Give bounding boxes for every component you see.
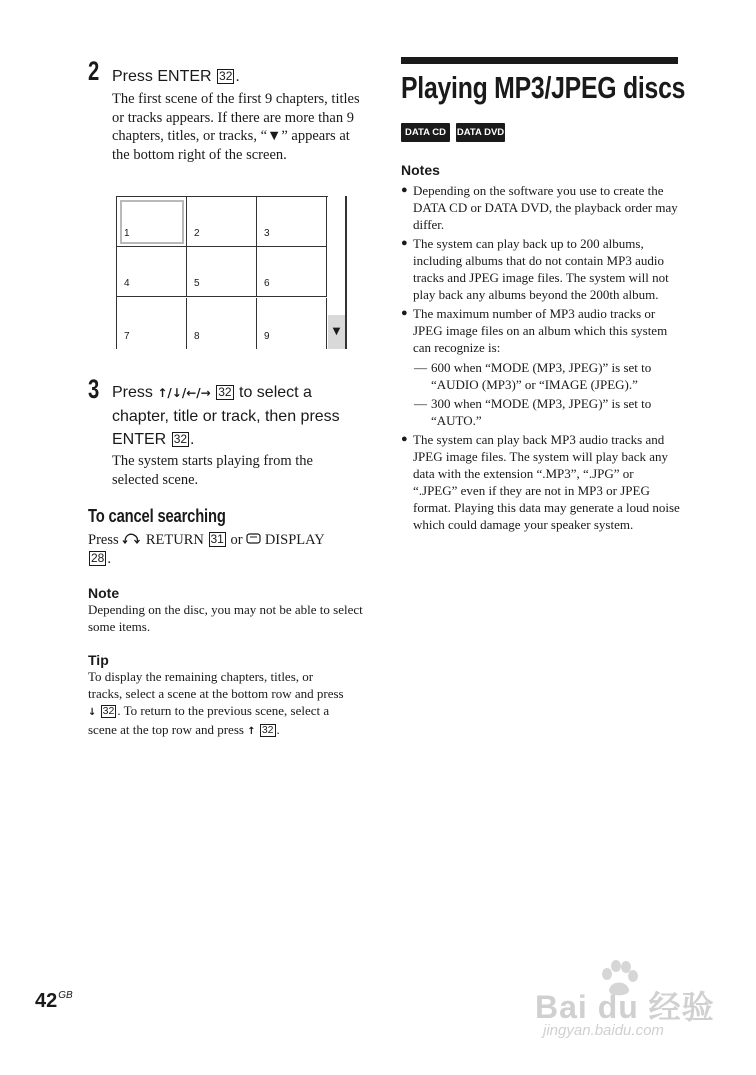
notes-list — [401, 182, 681, 535]
cancel-searching-body — [88, 531, 358, 568]
scene-grid — [116, 196, 348, 349]
page-number — [35, 990, 73, 1013]
cancel-or: or — [230, 532, 243, 548]
bullet: ● — [401, 307, 408, 319]
scene-cell-label: 8 — [194, 331, 200, 342]
step-2-heading-text: Press ENTER — [112, 68, 212, 85]
step-2-body: The first scene of the first 9 chapters, titles or tracks appears. If there are more than 9 chapters, titles, or tracks, “▼” appears at the bottom right of the screen. — [112, 91, 360, 163]
scene-cell-3[interactable] — [257, 197, 327, 247]
sub-item-text: 600 when “MODE (MP3, JPEG)” is set to “AUDIO (MP3)” or “IMAGE (JPEG).” — [431, 360, 652, 392]
bullet: ● — [401, 433, 408, 445]
cancel-searching-title: To cancel searching — [88, 506, 226, 526]
step-2-heading-end: . — [235, 68, 240, 85]
step-3-heading-end: . — [190, 431, 195, 448]
ref-28: 28 — [91, 550, 105, 565]
step-3-body: The system starts playing from the selected scene. — [112, 453, 313, 488]
scene-cell-label: 5 — [194, 278, 200, 289]
step-2-heading — [112, 65, 240, 88]
sub-item-text: 300 when “MODE (MP3, JPEG)” is set to “AUTO.” — [431, 396, 652, 428]
notes-label: Notes — [401, 162, 440, 178]
arrow-keys-icon: ↑/↓/←/→ — [157, 386, 211, 400]
note-item-text: The maximum number of MP3 audio tracks or JPEG image files on an album which this system can recognize is: — [413, 306, 668, 355]
cancel-press: Press — [88, 532, 119, 548]
display-icon — [246, 533, 261, 544]
ref-32: 32 — [261, 724, 274, 736]
ref-32: 32 — [219, 69, 233, 83]
scene-cell-1[interactable] — [117, 197, 187, 247]
bullet: ● — [401, 184, 408, 196]
tip-end: . — [276, 722, 280, 737]
note-item — [401, 182, 681, 233]
note-item-text: The system can play back MP3 audio tracks and JPEG image files. The system will play back any data with the extension “.MP3”, “.JPG” or “.JPEG” even if they are not in MP3 or JPEG format. Playing this data may generate a loud noise which could damage your speaker system. — [413, 432, 680, 532]
note-item-text: The system can play back up to 200 albums, including albums that do not contain MP3 audio tracks and JPEG image files. The system will not play back any albums beyond the 200th album. — [413, 236, 669, 302]
step-3-number: 3 — [88, 374, 100, 404]
ref-31: 31 — [210, 532, 224, 546]
note-text: Depending on the disc, you may not be able to select some items. — [88, 602, 363, 634]
note-item — [401, 235, 681, 303]
step-3-press: Press — [112, 384, 153, 401]
display-label: DISPLAY — [264, 532, 325, 548]
data-dvd-badge: DATA DVD — [456, 123, 505, 142]
scene-cell-7[interactable] — [117, 298, 187, 349]
scene-cell-9[interactable] — [257, 298, 327, 349]
up-arrow-icon: ↑ — [247, 726, 256, 737]
sub-item — [401, 359, 681, 393]
page-number-value: 42 — [35, 990, 58, 1012]
scene-cell-label: 1 — [124, 228, 130, 239]
note-item-text: Depending on the software you use to create the DATA CD or DATA DVD, the playback order may differ. — [413, 183, 678, 232]
scene-cell-label: 3 — [264, 228, 270, 239]
tip-text — [88, 668, 350, 740]
step-3-heading — [112, 381, 372, 451]
scene-cell-label: 9 — [264, 331, 270, 342]
scroll-down-indicator[interactable]: ▼ — [328, 315, 345, 349]
scene-cell-label: 4 — [124, 278, 130, 289]
watermark-url: jingyan.baidu.com — [543, 1022, 664, 1039]
tip-text-b: . To return to the previous scene, select a scene at the top row and press — [88, 703, 330, 737]
step-3-heading-rest: to select a chapter, title or track, then press — [112, 384, 340, 425]
tip-label: Tip — [88, 652, 109, 668]
ref-32: 32 — [102, 705, 115, 717]
note-item — [401, 431, 681, 533]
page-suffix: GB — [58, 990, 73, 1001]
return-icon — [122, 532, 142, 544]
ref-32: 32 — [173, 432, 188, 446]
step-3-enter: ENTER — [112, 431, 167, 448]
scene-cell-4[interactable] — [117, 247, 187, 297]
scene-cell-label: 6 — [264, 278, 270, 289]
note-item — [401, 305, 681, 429]
dash: — — [414, 360, 427, 375]
note-label: Note — [88, 585, 120, 601]
sub-item — [401, 395, 681, 429]
return-label: RETURN — [145, 532, 204, 548]
bullet: ● — [401, 237, 408, 249]
title-rule — [401, 57, 678, 64]
step-2-number: 2 — [88, 56, 100, 86]
grid-right-border — [345, 196, 347, 349]
data-cd-badge: DATA CD — [401, 123, 450, 142]
down-arrow-icon: ↓ — [88, 707, 97, 718]
dash: — — [414, 396, 427, 411]
ref-32: 32 — [218, 385, 232, 399]
scene-cell-label: 7 — [124, 331, 130, 342]
scene-cell-5[interactable] — [187, 247, 257, 297]
watermark-brand: Bai du 经验 — [535, 989, 715, 1025]
baidu-watermark — [535, 960, 715, 1050]
scene-cell-6[interactable] — [257, 247, 327, 297]
scene-cell-label: 2 — [194, 228, 200, 239]
section-title: Playing MP3/JPEG discs — [401, 70, 686, 105]
scene-cell-2[interactable] — [187, 197, 257, 247]
tip-text-a: To display the remaining chapters, titles, or tracks, select a scene at the bottom row and press — [88, 669, 344, 701]
cancel-end: . — [107, 550, 111, 567]
scene-cell-8[interactable] — [187, 298, 257, 349]
